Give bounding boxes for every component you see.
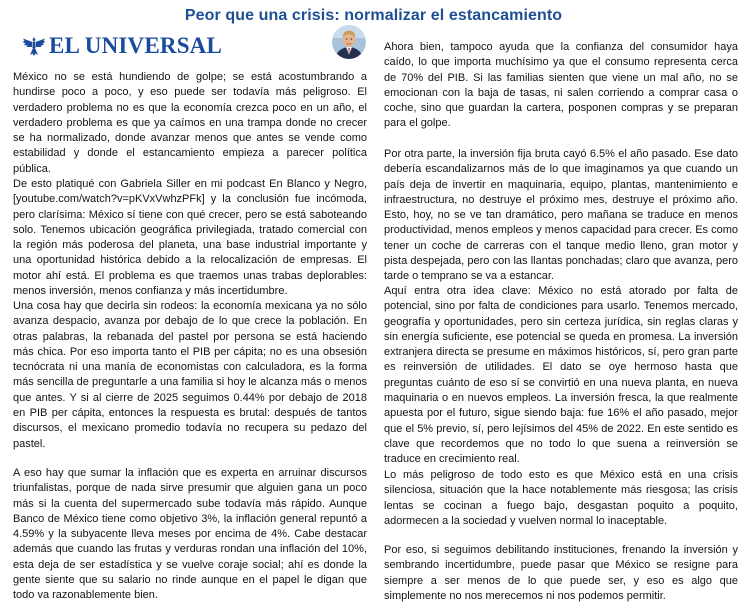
article-headline: Peor que una crisis: normalizar el estancamiento — [184, 7, 563, 24]
paragraph: Por eso, si seguimos debilitando instituciones, frenando la inversión y sembrando incertidumbre, puede pasar que México se resigne para siempre a ser menos de lo que puede ser, y eso es algo que simplemente no nos merecemos ni nos podemos permitir. — [384, 544, 738, 602]
author-avatar — [332, 25, 366, 59]
brand-wordmark: EL UNIVERSAL — [49, 33, 223, 58]
paragraph: A eso hay que sumar la inflación que es experta en arruinar discursos triunfalistas, porque de nada sirve presumir que alguien gana un poco más si la cuenta del supermercado sube todavía más rápido. Aunque Banco de México tiene como objetivo 3%, la inflación general repuntó a 4.59% y la subyacente lleva meses por encima de 4%. Cabe destacar además que cuando las frutas y verduras rondan una inflación del 10%, esta deja de ser estadística y se vuelve coraje social; ahí es donde la gente siente que su salario no rinde aunque en el papel le digan que todo va razonablemente bien. — [13, 467, 367, 602]
paragraph: México no se está hundiendo de golpe; se está acostumbrando a hundirse poco a poco, y eso puede ser todavía más peligroso. El verdadero problema no es que la economía crezca poco en un año, el verdadero problema es que ya caímos en una trampa donde no crecer se ha normalizado, donde avanzar menos que antes se vende como estabilidad y donde el estancamiento empieza a parecer política pública. — [13, 71, 367, 175]
masthead — [22, 33, 222, 59]
paragraph: De esto platiqué con Gabriela Siller en mi podcast En Blanco y Negro, [youtube.com/watch?v=pKVxVwhzPFk] y la conclusión fue incómoda, pero clarísima: México sí tiene con qué crecer, pero se está saboteando solo. Tenemos ubicación geográfica privilegiada, tratado comercial con la región más poderosa del planeta, una base industrial importante y una oportunidad histórica debido a la relocalización de empresas. El motor ahí está. El problema es que traemos unas trabas deplorables: menos inversión, menos confianza y más incertidumbre. — [13, 178, 367, 298]
eagle-icon — [22, 35, 46, 57]
paragraph: Por otra parte, la inversión fija bruta cayó 6.5% el año pasado. Ese dato debería escandalizarnos más de lo que imaginamos ya que cuando un país deja de invertir en maquinaria, equipo, plantas, mantenimiento e infraestructura, no destruye el próximo mes, destruye el próximo año. Esto, hoy, no se ve tan dramático, pero mañana se traduce en menos productividad, menos empleos y menos capacidad para crecer. Es como tener un coche de carreras con el tanque medio lleno, gran motor y pista despejada, pero con las llantas ponchadas; claro que avanza, pero tarde o temprano se va a estancar. — [384, 148, 739, 283]
paragraph: Ahora bien, tampoco ayuda que la confianza del consumidor haya caído, lo que importa muchísimo ya que el consumo representa cerca de 70% del PIB. Si las familias sienten que viene un mal año, no se emocionan con la baja de tasas, ni salen corriendo a comprar casa o coche, sino que guardan la cartera, posponen compras y se preparan para el golpe. — [384, 41, 738, 130]
paragraph: Una cosa hay que decirla sin rodeos: la economía mexicana ya no sólo avanza despacio, avanza por debajo de lo que crece la población. En otras palabras, la rebanada del pastel por persona se está haciendo más chica. Por eso importa tanto el PIB per cápita; no es una obsesión tecnócrata ni una manía de economistas con calculadora, es la forma más sencilla de preguntarle a una familia si hoy le alcanza más o menos que antes. Y si al cierre de 2025 seguimos 0.44% por debajo de 2018 en PIB per cápita, entonces la respuesta es brutal: después de tantos discursos, el mexicano promedio todavía no recupera su pedazo del pastel. — [13, 300, 367, 450]
paragraph: Lo más peligroso de todo esto es que México está en una crisis silenciosa, situación que la hace notablemente más riesgosa; las crisis lentas se cocinan a fuego bajo, desgastan poquito a poquito, adormecen a la sociedad y vuelven normal lo inaceptable. — [384, 469, 738, 527]
paragraph: Aquí entra otra idea clave: México no está atorado por falta de potencial, sino por falta de condiciones para usarlo. Tenemos mercado, geografía y oportunidades, pero sin certeza jurídica, sin reglas claras y sin energía suficiente, ese potencial se queda en promesa. La inversión extranjera directa se presume en máximos históricos, sí, pero gran parte es reinversión de utilidades. El dato se oye hermoso hasta que preguntas cuánto de eso sí se convirtió en una nueva planta, en nueva maquinaria o en nuevos empleos. La inversión fresca, la que realmente apuesta por el futuro, sigue siendo baja: fue 16% el año pasado, mejor que el 5% previo, sí, pero lejísimos del 45% de 2022. En este sentido es clave que recordemos que no todo lo que suena a reinversión se traduce en crecimiento real. — [384, 285, 738, 466]
